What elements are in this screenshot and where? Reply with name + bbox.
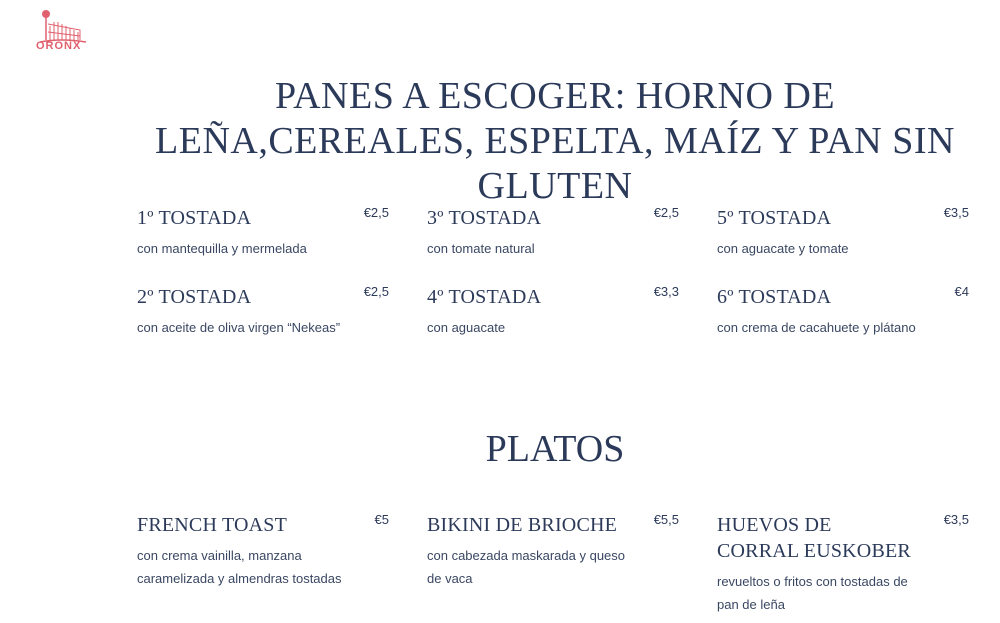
- menu-item: [717, 512, 969, 616]
- item-name: HUEVOS DE CORRAL EUSKOBER: [717, 514, 911, 562]
- logo-wordmark: ORONX: [36, 40, 82, 52]
- menu-item: [137, 205, 389, 260]
- item-description: con aceite de oliva virgen “Nekeas”: [137, 320, 341, 335]
- item-price: €5,5: [653, 512, 679, 527]
- item-name: 5º TOSTADA: [717, 207, 832, 229]
- item-name: 2º TOSTADA: [137, 286, 252, 308]
- menu-item: [427, 205, 679, 260]
- item-description: con crema de cacahuete y plátano: [717, 320, 916, 335]
- item-description: con mantequilla y mermelada: [137, 241, 307, 256]
- breads-section-title: PANES A ESCOGER: HORNO DE LEÑA,CEREALES, ESPELTA, MAÍZ Y PAN SIN GLUTEN: [155, 75, 955, 207]
- item-description: con cabezada maskarada y queso de vaca: [427, 548, 626, 586]
- platos-section-title: PLATOS: [485, 428, 625, 470]
- item-description: con aguacate: [427, 320, 506, 335]
- item-description: revueltos o fritos con tostadas de pan de leña: [717, 574, 908, 612]
- item-description: con tomate natural: [427, 241, 535, 256]
- menu-item: [717, 284, 969, 339]
- item-name: 6º TOSTADA: [717, 286, 832, 308]
- item-price: €3,5: [943, 512, 969, 527]
- item-price: €4: [954, 284, 969, 299]
- item-name: 1º TOSTADA: [137, 207, 252, 229]
- item-name: 4º TOSTADA: [427, 286, 542, 308]
- menu-item: [427, 284, 679, 339]
- item-name: 3º TOSTADA: [427, 207, 542, 229]
- item-price: €5: [374, 512, 389, 527]
- menu-item: [137, 512, 389, 590]
- item-price: €2,5: [363, 205, 389, 220]
- menu-item: [427, 512, 679, 590]
- item-description: con aguacate y tomate: [717, 241, 849, 256]
- item-name: BIKINI DE BRIOCHE: [427, 514, 618, 536]
- item-price: €2,5: [653, 205, 679, 220]
- item-name: FRENCH TOAST: [137, 514, 288, 536]
- item-description: con crema vainilla, manzana caramelizada y almendras tostadas: [137, 548, 342, 586]
- item-price: €3,5: [943, 205, 969, 220]
- menu-item: [717, 205, 969, 260]
- item-price: €3,3: [653, 284, 679, 299]
- item-price: €2,5: [363, 284, 389, 299]
- menu-item: [137, 284, 389, 339]
